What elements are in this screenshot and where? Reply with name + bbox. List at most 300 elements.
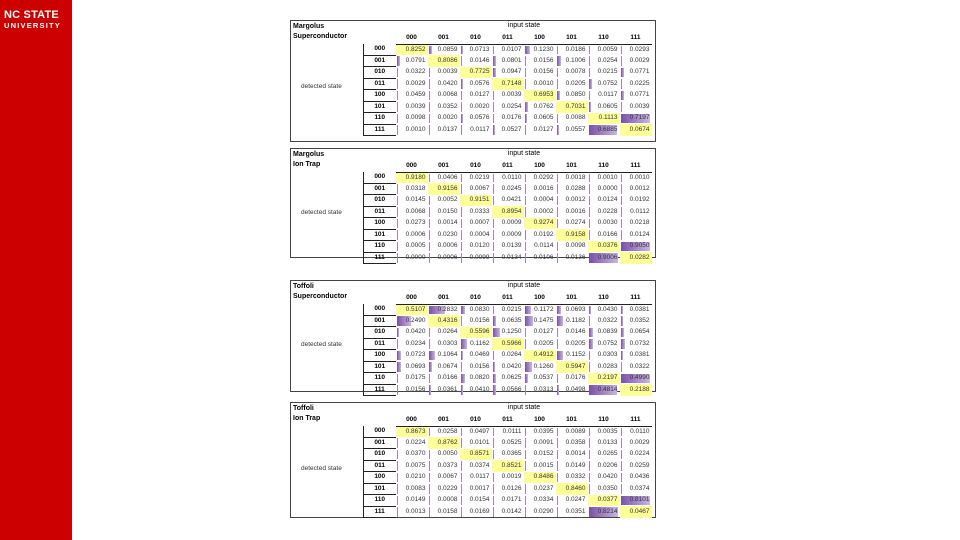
cell-value: 0.0068: [437, 91, 458, 99]
cell-value: 0.0303: [437, 339, 458, 347]
table-cell: [428, 252, 460, 264]
data-bar: [589, 473, 591, 483]
column-header: 010: [460, 415, 492, 426]
table-cell: [620, 483, 652, 495]
data-bar: [461, 114, 463, 124]
data-bar: [525, 428, 526, 437]
table-row: [364, 206, 652, 218]
data-bar: [493, 102, 494, 112]
table-cell: [396, 460, 428, 472]
row-header: 011: [364, 338, 396, 350]
cell-value: 0.0014: [565, 450, 586, 458]
data-bar: [493, 473, 494, 483]
table-cell: [428, 124, 460, 136]
cell-value: 0.0110: [502, 173, 522, 181]
data-bar: [557, 339, 558, 349]
cell-value: 0.0035: [597, 427, 618, 435]
cell-value: 0.0016: [533, 184, 554, 192]
table-cell: [460, 55, 492, 67]
table-cell: [428, 90, 460, 102]
table-cell: [428, 304, 460, 315]
cell-value: 0.0350: [597, 484, 618, 492]
table-cell: [524, 252, 556, 264]
table-cell: [524, 241, 556, 253]
cell-value: 0.0016: [565, 207, 586, 215]
data-bar: [589, 91, 590, 101]
table-cell: [492, 315, 524, 327]
data-bar: [493, 174, 494, 183]
table-cell: [588, 437, 620, 449]
table-row: [364, 327, 652, 339]
diagonal-cell: [620, 252, 652, 264]
table-cell: [588, 252, 620, 264]
cell-value: 0.0467: [629, 507, 650, 515]
data-bar: [493, 114, 494, 124]
cell-value: 0.9156: [437, 184, 458, 192]
data-bar: [621, 438, 622, 448]
row-header: 110: [364, 113, 396, 125]
data-bar: [525, 46, 530, 55]
cell-value: 0.0068: [405, 207, 426, 215]
cell-value: 0.0498: [565, 385, 586, 393]
cell-value: 0.0283: [597, 362, 618, 370]
table-row: [364, 44, 652, 55]
cell-value: 0.0020: [469, 102, 490, 110]
data-bar: [461, 102, 462, 112]
cell-value: 0.0134: [501, 253, 522, 261]
data-bar: [557, 46, 558, 55]
data-bar: [429, 253, 430, 263]
data-bar: [461, 56, 462, 66]
cell-value: 0.0176: [501, 114, 522, 122]
cell-value: 0.0219: [469, 173, 490, 181]
table-cell: [428, 506, 460, 518]
diagonal-cell: [396, 304, 428, 315]
cell-value: 0.0264: [437, 328, 458, 336]
table-cell: [428, 218, 460, 230]
cell-value: 0.0136: [565, 253, 586, 261]
data-bar: [621, 450, 622, 460]
cell-value: 0.7197: [629, 114, 650, 122]
detected-state-label: detected state: [301, 209, 342, 216]
table-cell: [524, 229, 556, 241]
table-cell: [588, 304, 620, 315]
cell-value: 0.0050: [437, 450, 458, 458]
data-bar: [493, 125, 495, 135]
data-bar: [397, 507, 398, 517]
cell-value: 0.0007: [469, 219, 490, 227]
data-bar: [429, 428, 430, 437]
data-bar: [557, 174, 558, 183]
cell-value: 0.0156: [533, 68, 554, 76]
diagonal-cell: [588, 241, 620, 253]
cell-value: 0.4814: [597, 385, 618, 393]
table-row: [364, 229, 652, 241]
table-cell: [492, 327, 524, 339]
cell-value: 0.7031: [565, 102, 586, 110]
cell-value: 0.8086: [437, 56, 458, 64]
sidebar-brand: [0, 0, 72, 540]
cell-value: 0.0674: [629, 125, 650, 133]
cell-value: 0.0373: [437, 461, 458, 469]
table-cell: [460, 252, 492, 264]
data-bar: [525, 230, 526, 240]
table-row: [364, 449, 652, 461]
cell-value: 0.0030: [597, 219, 618, 227]
cell-value: 0.0229: [437, 484, 458, 492]
data-bar: [461, 362, 462, 372]
cell-value: 0.0334: [533, 496, 554, 504]
table-cell: [396, 252, 428, 264]
table-cell: [524, 460, 556, 472]
table-cell: [556, 338, 588, 350]
table-cell: [396, 101, 428, 113]
table-row: [364, 350, 652, 362]
data-bar: [493, 230, 494, 240]
data-bar: [589, 450, 590, 460]
cell-value: 0.4990: [629, 374, 650, 382]
data-bar: [557, 428, 558, 437]
table-cell: [588, 78, 620, 90]
table-row: [364, 241, 652, 253]
cell-value: 0.0137: [437, 125, 458, 133]
data-bar: [621, 362, 623, 372]
table-cell: [620, 460, 652, 472]
cell-value: 0.0117: [598, 91, 618, 99]
row-header: 001: [364, 183, 396, 195]
column-header: 100: [524, 161, 556, 172]
table-cell: [588, 350, 620, 362]
data-bar: [493, 484, 494, 494]
table-row: [364, 373, 652, 385]
data-bar: [493, 328, 500, 338]
data-bar: [461, 125, 462, 135]
cell-value: 0.0010: [405, 125, 426, 133]
cell-value: 0.0723: [405, 351, 426, 359]
cell-value: 0.6885: [597, 125, 618, 133]
data-bar: [525, 184, 526, 194]
table-cell: [524, 172, 556, 183]
diagonal-cell: [620, 384, 652, 396]
data-bar: [397, 328, 399, 338]
data-bar: [397, 196, 398, 206]
table-row: [364, 124, 652, 136]
table-cell: [492, 113, 524, 125]
cell-value: 0.0374: [469, 461, 490, 469]
table-cell: [588, 361, 620, 373]
table-cell: [460, 124, 492, 136]
cell-value: 0.0107: [501, 45, 522, 53]
diagonal-cell: [524, 218, 556, 230]
cell-value: 0.0017: [469, 484, 490, 492]
table-cell: [524, 483, 556, 495]
column-header: 101: [556, 415, 588, 426]
data-bar: [557, 125, 559, 135]
cell-value: 0.1172: [534, 305, 554, 313]
table-cell: [396, 373, 428, 385]
table-cell: [524, 44, 556, 55]
diagonal-cell: [396, 172, 428, 183]
table-cell: [460, 315, 492, 327]
table-cell: [396, 449, 428, 461]
cell-value: 0.0205: [565, 339, 586, 347]
table-cell: [396, 206, 428, 218]
data-bar: [461, 207, 462, 217]
cell-value: 0.0156: [469, 362, 490, 370]
data-bar: [493, 68, 497, 78]
cell-value: 0.0322: [597, 316, 618, 324]
table-cell: [396, 55, 428, 67]
data-bar: [621, 56, 622, 66]
data-bar: [493, 507, 494, 517]
table-cell: [588, 315, 620, 327]
column-header: 110: [588, 293, 620, 304]
cell-value: 0.0228: [597, 207, 618, 215]
table-cell: [460, 426, 492, 437]
column-header: 110: [588, 33, 620, 44]
data-bar: [589, 196, 590, 206]
cell-value: 0.0205: [565, 79, 586, 87]
row-header: 011: [364, 460, 396, 472]
cell-value: 0.0859: [437, 45, 458, 53]
diagonal-cell: [620, 506, 652, 518]
table-cell: [460, 384, 492, 396]
table-cell: [460, 506, 492, 518]
table-cell: [492, 241, 524, 253]
cell-value: 0.0175: [405, 374, 426, 382]
cell-value: 0.0169: [469, 507, 490, 515]
table-cell: [492, 304, 524, 315]
table-cell: [396, 338, 428, 350]
cell-value: 0.0247: [565, 496, 586, 504]
data-bar: [461, 428, 463, 437]
data-bar: [557, 68, 558, 78]
data-bar: [525, 385, 527, 395]
data-bar: [461, 316, 462, 326]
cell-value: 0.0002: [533, 207, 554, 215]
cell-value: 0.8762: [437, 438, 458, 446]
data-bar: [397, 351, 401, 361]
cell-value: 0.2490: [405, 316, 426, 324]
data-bar: [429, 79, 431, 89]
data-bar: [429, 219, 430, 229]
table-cell: [620, 437, 652, 449]
table-cell: [556, 315, 588, 327]
data-bar: [557, 374, 558, 384]
data-bar: [397, 496, 398, 506]
table-cell: [428, 241, 460, 253]
cell-value: 0.0234: [405, 339, 426, 347]
cell-value: 0.8673: [405, 427, 426, 435]
data-bar: [397, 79, 398, 89]
column-header: 010: [460, 293, 492, 304]
data-bar: [525, 362, 532, 372]
cell-value: 0.0004: [469, 230, 490, 238]
title-line: Margolus: [293, 23, 325, 30]
table-cell: [460, 218, 492, 230]
row-header: 010: [364, 327, 396, 339]
table-cell: [428, 67, 460, 79]
data-bar: [397, 385, 398, 395]
data-bar: [493, 184, 494, 194]
table-cell: [556, 172, 588, 183]
table-cell: [556, 304, 588, 315]
table-cell: [428, 206, 460, 218]
table-cell: [492, 437, 524, 449]
table-cell: [588, 195, 620, 207]
table-cell: [492, 449, 524, 461]
cell-value: 0.7148: [501, 79, 522, 87]
cell-value: 0.0124: [629, 230, 650, 238]
table-cell: [492, 426, 524, 437]
data-bar: [589, 219, 590, 229]
data-bar: [557, 496, 558, 506]
data-bar: [493, 91, 494, 101]
cell-value: 0.0206: [597, 461, 618, 469]
cell-value: 0.0150: [437, 207, 458, 215]
data-bar: [461, 91, 462, 101]
table-cell: [588, 172, 620, 183]
data-bar: [461, 219, 462, 229]
table-cell: [396, 183, 428, 195]
data-bar: [525, 207, 526, 217]
data-bar: [557, 184, 558, 194]
data-bar: [493, 219, 494, 229]
data-bar: [429, 114, 430, 124]
table-cell: [620, 78, 652, 90]
cell-value: 0.0010: [533, 79, 554, 87]
table-cell: [396, 67, 428, 79]
data-bar: [429, 242, 430, 252]
cell-value: 0.0075: [405, 461, 426, 469]
diagonal-cell: [460, 67, 492, 79]
data-bar: [557, 316, 564, 326]
table-cell: [428, 449, 460, 461]
column-header: 001: [428, 161, 460, 172]
cell-value: 0.0282: [629, 253, 650, 261]
data-bar: [621, 230, 622, 240]
table-cell: [620, 195, 652, 207]
cell-value: 0.0576: [469, 79, 490, 87]
table-cell: [556, 495, 588, 507]
table-cell: [428, 384, 460, 396]
row-header: 010: [364, 67, 396, 79]
cell-value: 0.0006: [405, 230, 426, 238]
diagonal-cell: [428, 437, 460, 449]
column-header: 000: [396, 33, 428, 44]
table-cell: [620, 183, 652, 195]
data-bar: [557, 79, 558, 89]
cell-value: 0.0288: [565, 184, 586, 192]
table-row: [364, 218, 652, 230]
data-bar: [429, 507, 430, 517]
table-cell: [556, 426, 588, 437]
table-cell: [556, 124, 588, 136]
cell-value: 0.0078: [565, 68, 586, 76]
cell-value: 0.0224: [405, 438, 426, 446]
cell-value: 0.0430: [597, 305, 618, 313]
data-bar: [397, 339, 398, 349]
cell-value: 0.0166: [437, 374, 458, 382]
cell-value: 0.0303: [597, 351, 618, 359]
table-cell: [524, 495, 556, 507]
table-cell: [460, 229, 492, 241]
row-header: 011: [364, 78, 396, 90]
data-bar: [621, 461, 622, 471]
column-header: 110: [588, 161, 620, 172]
data-bar: [557, 351, 564, 361]
cell-value: 0.0156: [405, 385, 426, 393]
diagonal-cell: [428, 183, 460, 195]
diagonal-cell: [492, 338, 524, 350]
cell-value: 0.0059: [597, 45, 618, 53]
cell-value: 0.0421: [501, 196, 522, 204]
cell-value: 0.9006: [597, 253, 618, 261]
cell-value: 0.0014: [437, 219, 458, 227]
cell-value: 0.0292: [533, 173, 554, 181]
cell-value: 0.0127: [533, 125, 554, 133]
cell-value: 0.0352: [437, 102, 458, 110]
cell-value: 0.0083: [405, 484, 426, 492]
table-cell: [492, 384, 524, 396]
data-bar: [429, 473, 430, 483]
cell-value: 0.8954: [501, 207, 522, 215]
cell-value: 0.0146: [565, 328, 586, 336]
cell-value: 0.0410: [469, 385, 490, 393]
table-row: [364, 172, 652, 183]
data-bar: [397, 125, 398, 135]
table-row: [364, 101, 652, 113]
data-bar: [589, 362, 591, 372]
cell-value: 0.0605: [533, 114, 554, 122]
title-line: Toffoli: [293, 283, 314, 290]
data-bar: [397, 461, 398, 471]
table-cell: [588, 426, 620, 437]
data-bar: [557, 306, 561, 315]
table-cell: [588, 55, 620, 67]
cell-value: 0.0192: [533, 230, 554, 238]
column-header: 000: [396, 293, 428, 304]
table-row: [364, 252, 652, 264]
cell-value: 0.0110: [630, 427, 650, 435]
table-cell: [492, 90, 524, 102]
data-bar: [621, 339, 625, 349]
table-cell: [524, 361, 556, 373]
cell-value: 0.0012: [629, 184, 650, 192]
cell-value: 0.0732: [629, 339, 650, 347]
cell-value: 0.0713: [469, 45, 490, 53]
confusion-table-panel: [290, 402, 656, 518]
data-bar: [429, 230, 430, 240]
table-cell: [492, 350, 524, 362]
title-line: Superconductor: [293, 293, 348, 300]
table-cell: [620, 449, 652, 461]
row-header: 000: [364, 172, 396, 183]
cell-value: 0.0381: [629, 305, 650, 313]
diagonal-cell: [396, 426, 428, 437]
table-cell: [396, 472, 428, 484]
cell-value: 0.0067: [469, 184, 490, 192]
cell-value: 0.0089: [565, 427, 586, 435]
cell-value: 0.0333: [469, 207, 490, 215]
cell-value: 0.0215: [597, 68, 618, 76]
cell-value: 0.0376: [597, 242, 618, 250]
cell-value: 0.8101: [629, 496, 650, 504]
cell-value: 0.0126: [501, 484, 522, 492]
cell-value: 0.1064: [437, 351, 458, 359]
data-bar: [621, 68, 624, 78]
table-cell: [460, 206, 492, 218]
